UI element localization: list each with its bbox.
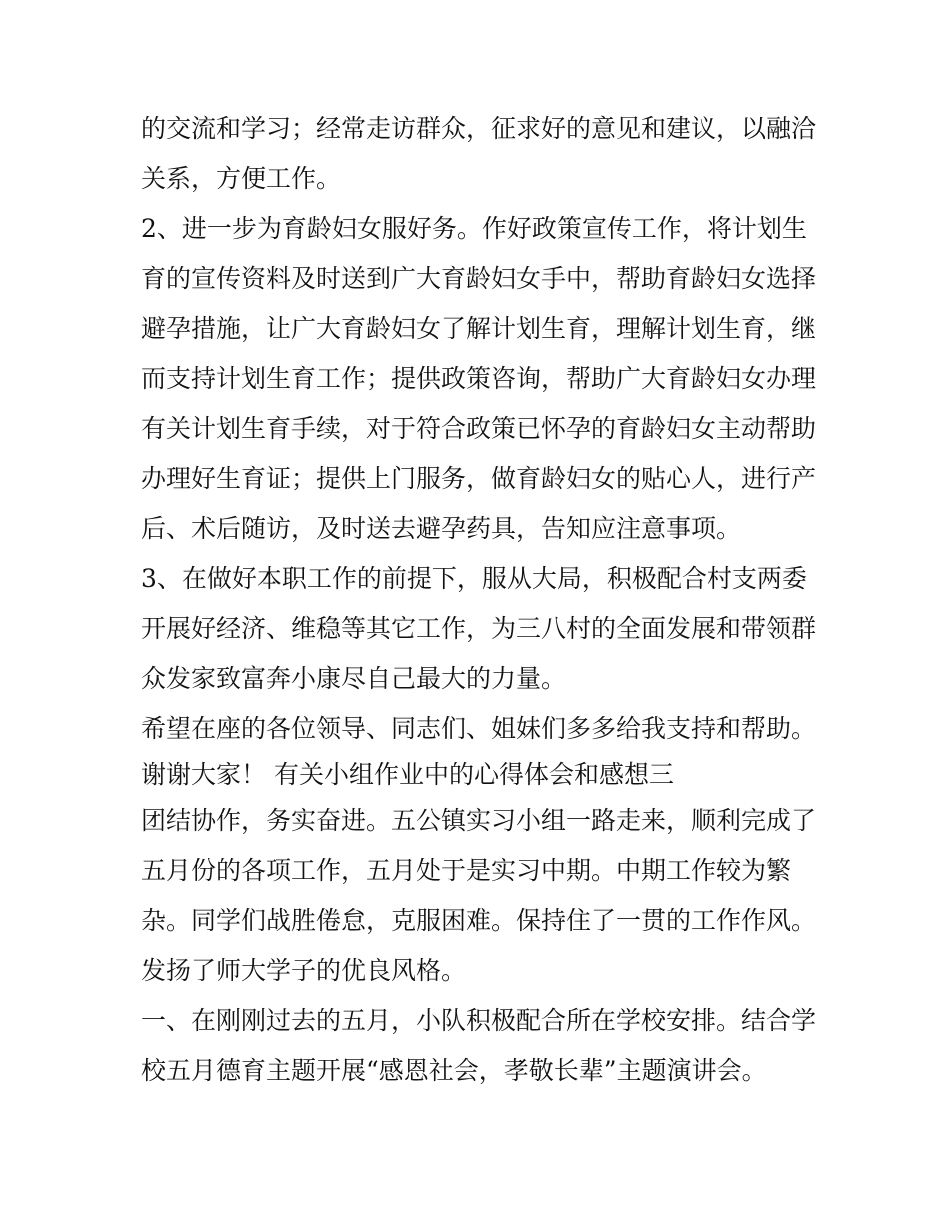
text-line: 校五月德育主题开展“感恩社会，孝敬长辈”主题演讲会。 bbox=[141, 1056, 767, 1085]
text-line: 开展好经济、维稳等其它工作，为三八村的全面发展和带领群 bbox=[141, 614, 817, 643]
text-line: 办理好生育证；提供上门服务，做育龄妇女的贴心人，进行产 bbox=[141, 464, 817, 493]
text-line: 众发家致富奔小康尽自己最大的力量。 bbox=[141, 664, 567, 693]
text-line: 的交流和学习；经常走访群众，征求好的意见和建议，以融洽 bbox=[141, 114, 817, 143]
text-line: 发扬了师大学子的优良风格。 bbox=[141, 956, 467, 985]
text-line: 关系，方便工作。 bbox=[141, 164, 342, 193]
text-line: 育的宣传资料及时送到广大育龄妇女手中，帮助育龄妇女选择 bbox=[141, 264, 817, 293]
text-line: 五月份的各项工作，五月处于是实习中期。中期工作较为繁 bbox=[141, 856, 792, 885]
text-line: 3、在做好本职工作的前提下，服从大局，积极配合村支两委 bbox=[141, 564, 807, 593]
text-line: 谢谢大家！ 有关小组作业中的心得体会和感想三 bbox=[141, 760, 674, 789]
text-line: 杂。同学们战胜倦怠，克服困难。保持住了一贯的工作作风。 bbox=[141, 906, 817, 935]
text-line: 2、进一步为育龄妇女服好务。作好政策宣传工作，将计划生 bbox=[141, 214, 807, 243]
text-line: 团结协作，务实奋进。五公镇实习小组一路走来，顺利完成了 bbox=[141, 806, 817, 835]
text-line: 一、在刚刚过去的五月，小队积极配合所在学校安排。结合学 bbox=[141, 1006, 817, 1035]
text-line: 希望在座的各位领导、同志们、姐妹们多多给我支持和帮助。 bbox=[141, 714, 817, 743]
text-line: 避孕措施，让广大育龄妇女了解计划生育，理解计划生育，继 bbox=[141, 314, 817, 343]
document-body bbox=[141, 104, 821, 1096]
text-line: 有关计划生育手续，对于符合政策已怀孕的育龄妇女主动帮助 bbox=[141, 414, 817, 443]
text-line: 后、术后随访，及时送去避孕药具，告知应注意事项。 bbox=[141, 514, 742, 543]
text-line: 而支持计划生育工作；提供政策咨询，帮助广大育龄妇女办理 bbox=[141, 364, 817, 393]
